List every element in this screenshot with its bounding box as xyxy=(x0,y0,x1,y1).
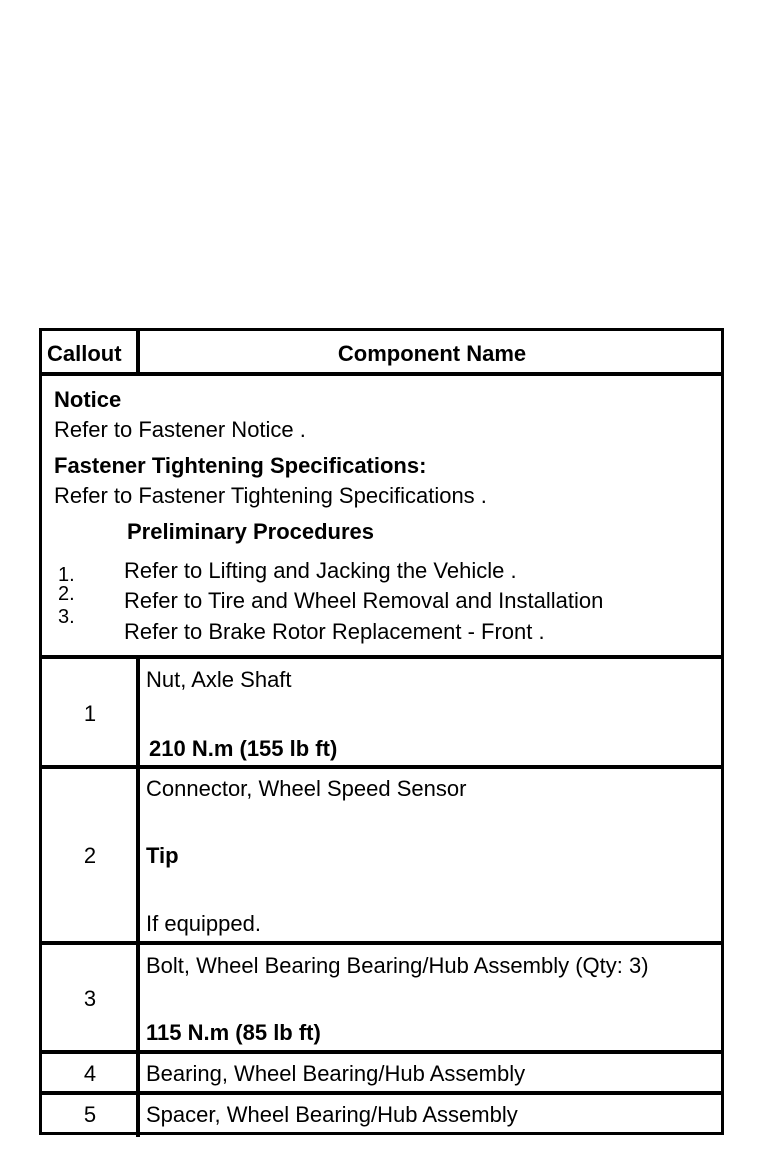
row-rule xyxy=(42,941,721,945)
preliminary-title: Preliminary Procedures xyxy=(127,519,375,544)
header-divider xyxy=(136,331,140,372)
step-text: Refer to Lifting and Jacking the Vehicle . xyxy=(124,558,517,583)
row-rule xyxy=(42,1050,721,1054)
callout-number: 2 xyxy=(83,843,97,868)
row-rule xyxy=(42,1091,721,1095)
row-rule xyxy=(42,765,721,769)
component-name: Bearing, Wheel Bearing/Hub Assembly xyxy=(146,1061,526,1086)
callout-number: 1 xyxy=(83,701,97,726)
step-text: Refer to Tire and Wheel Removal and Installation xyxy=(124,588,604,613)
header-bottom-rule xyxy=(42,372,721,376)
step-number: 2. xyxy=(58,583,75,605)
header-component-name: Component Name xyxy=(337,341,527,366)
tip-title: Tip xyxy=(146,843,179,868)
torque-spec: 115 N.m (85 lb ft) xyxy=(146,1020,321,1045)
fastener-spec-text: Refer to Fastener Tightening Specifications . xyxy=(54,483,487,508)
notice-bottom-rule xyxy=(42,655,721,659)
step-text: Refer to Brake Rotor Replacement - Front . xyxy=(124,619,545,644)
torque-spec: 210 N.m (155 lb ft) xyxy=(149,736,338,761)
components-table xyxy=(39,328,724,1135)
notice-title: Notice xyxy=(54,387,122,412)
callout-number: 5 xyxy=(83,1102,97,1127)
step-number: 3. xyxy=(58,606,75,628)
component-name: Spacer, Wheel Bearing/Hub Assembly xyxy=(146,1102,518,1127)
component-name: Bolt, Wheel Bearing Bearing/Hub Assembly (Qty: 3) xyxy=(146,953,649,978)
fastener-spec-title: Fastener Tightening Specifications: xyxy=(54,453,427,478)
notice-text: Refer to Fastener Notice . xyxy=(54,417,306,442)
component-name: Nut, Axle Shaft xyxy=(146,667,292,692)
component-name: Connector, Wheel Speed Sensor xyxy=(146,776,467,801)
step-number: 1. xyxy=(58,564,75,586)
header-callout: Callout xyxy=(47,341,122,366)
tip-text: If equipped. xyxy=(146,911,261,936)
callout-number: 3 xyxy=(83,986,97,1011)
callout-number: 4 xyxy=(83,1061,97,1086)
